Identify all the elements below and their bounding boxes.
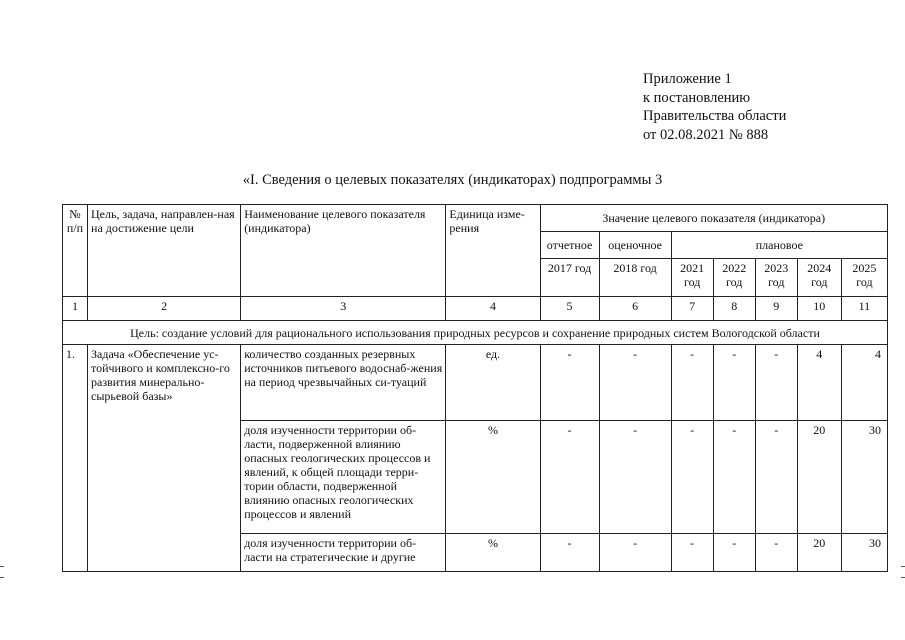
header-reported: отчетное — [540, 232, 599, 259]
task-num: 1. — [63, 345, 88, 572]
column-number: 1 — [63, 297, 88, 321]
header-year: 2022 год — [713, 259, 755, 297]
header-goal: Цель, задача, направлен-ная на достижение цели — [88, 205, 241, 297]
column-number: 4 — [446, 297, 540, 321]
header-year: 2025 год — [841, 259, 887, 297]
value-cell: - — [755, 534, 797, 572]
value-cell: - — [713, 421, 755, 534]
value-cell: - — [540, 345, 599, 421]
value-cell: - — [599, 421, 671, 534]
header-year: 2018 год — [599, 259, 671, 297]
value-cell: - — [599, 345, 671, 421]
header-estimated: оценочное — [599, 232, 671, 259]
value-cell: 20 — [797, 534, 841, 572]
column-number: 3 — [241, 297, 446, 321]
header-year: 2023 год — [755, 259, 797, 297]
value-cell: - — [671, 534, 713, 572]
indicator-name: количество созданных резервных источников питьевого водоснаб-жения на период чрезвычайных си-туаций — [241, 345, 446, 421]
header-unit: Единица изме-рения — [446, 205, 540, 297]
value-cell: 4 — [797, 345, 841, 421]
value-cell: - — [671, 345, 713, 421]
value-cell: - — [671, 421, 713, 534]
column-number: 5 — [540, 297, 599, 321]
header-values: Значение целевого показателя (индикатора) — [540, 205, 888, 232]
column-number: 7 — [671, 297, 713, 321]
value-cell: - — [540, 534, 599, 572]
value-cell: 20 — [797, 421, 841, 534]
appendix-line: от 02.08.2021 № 888 — [643, 126, 769, 143]
appendix-line: к постановлению — [643, 89, 751, 106]
indicator-unit: ед. — [446, 345, 540, 421]
column-number: 2 — [88, 297, 241, 321]
header-year: 2021 год — [671, 259, 713, 297]
header-year: 2024 год — [797, 259, 841, 297]
header-indicator: Наименование целевого показателя (индикатора) — [241, 205, 446, 297]
appendix-line: Правительства области — [643, 108, 787, 124]
value-cell: - — [755, 345, 797, 421]
indicator-unit: % — [446, 534, 540, 572]
value-cell: - — [713, 534, 755, 572]
value-cell: 30 — [841, 534, 887, 572]
task-text: Задача «Обеспечение ус-тойчивого и комплексно-го развития минерально-сырьевой базы» — [88, 345, 241, 572]
document-title: «I. Сведения о целевых показателях (индикаторах) подпрограммы 3 — [242, 172, 663, 188]
scan-edge-mark — [0, 566, 4, 578]
value-cell: - — [755, 421, 797, 534]
column-number: 9 — [755, 297, 797, 321]
goal-row: Цель: создание условий для рационального использования природных ресурсов и сохранение природных систем Вологодской области — [63, 321, 888, 345]
column-number: 8 — [713, 297, 755, 321]
value-cell: - — [599, 534, 671, 572]
value-cell: 30 — [841, 421, 887, 534]
scan-edge-mark — [901, 566, 905, 578]
column-number: 11 — [841, 297, 887, 321]
indicators-table — [62, 204, 888, 572]
indicator-name: доля изученности территории об-ласти на стратегические и другие — [241, 534, 446, 572]
header-num: № п/п — [63, 205, 88, 297]
appendix-line: Приложение 1 — [643, 71, 732, 87]
value-cell: - — [713, 345, 755, 421]
value-cell: 4 — [841, 345, 887, 421]
header-year: 2017 год — [540, 259, 599, 297]
header-planned: плановое — [671, 232, 887, 259]
indicator-name: доля изученности территории об-ласти, подверженной влиянию опасных геологических процессов и явлений, к общей площади терри-тории области, подверженной влиянию опасных геологических процессов и явлений — [241, 421, 446, 534]
indicator-unit: % — [446, 421, 540, 534]
value-cell: - — [540, 421, 599, 534]
column-number: 10 — [797, 297, 841, 321]
column-number: 6 — [599, 297, 671, 321]
appendix-note — [643, 70, 786, 144]
